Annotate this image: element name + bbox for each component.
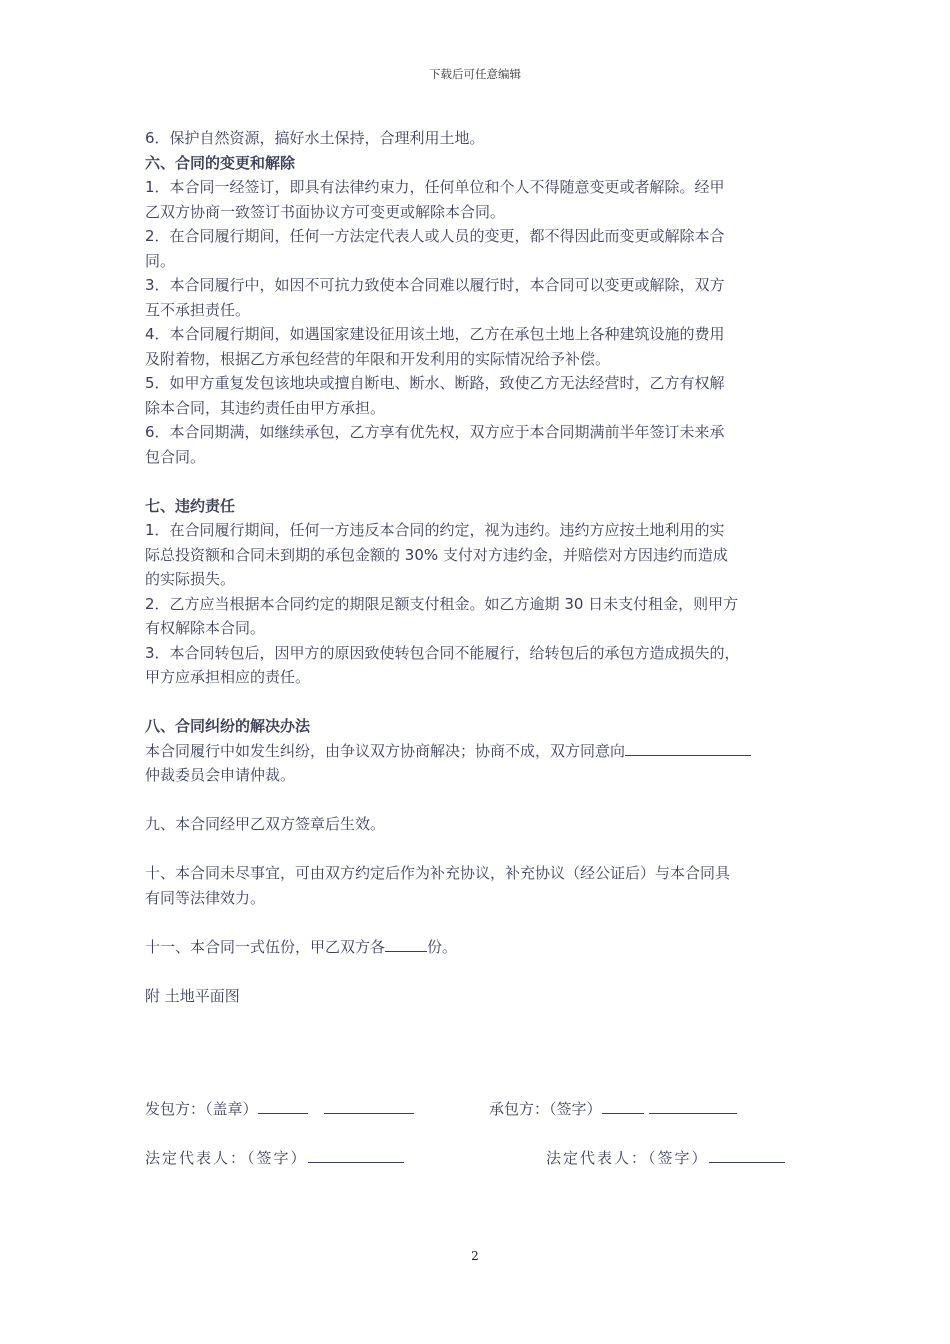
clause-6-2-cont: 同。	[145, 251, 176, 270]
clause-6-3-cont: 互不承担责任。	[145, 300, 251, 319]
party-b-signature	[489, 1097, 737, 1119]
clause-7-2-cont: 有权解除本合同。	[145, 619, 266, 637]
section-8-heading: 八、合同纠纷的解决办法	[145, 717, 311, 735]
rep-b-blank[interactable]	[709, 1146, 785, 1163]
clause-6-6: 6．本合同期满，如继续承包，乙方享有优先权，双方应于本合同期满前半年签订未来承	[145, 423, 725, 441]
party-b-label: 承包方：（签字）	[489, 1100, 602, 1118]
section-6-heading: 六、合同的变更和解除	[145, 153, 296, 172]
section-11-suffix: 份。	[427, 937, 458, 956]
party-a-label: 发包方：（盖章）	[145, 1100, 258, 1118]
section-10-cont: 有同等法律效力。	[145, 888, 266, 907]
party-b-blank-2[interactable]	[649, 1097, 737, 1114]
clause-7-2: 2．乙方应当根据本合同约定的期限足额支付租金。如乙方逾期 30 日未支付租金，则甲方	[145, 594, 739, 613]
section-10: 十、本合同未尽事宜，可由双方约定后作为补充协议，补充协议（经公证后）与本合同具	[145, 864, 731, 882]
party-a-signature	[145, 1097, 414, 1119]
party-b-blank-1[interactable]	[602, 1097, 644, 1114]
clause-7-3: 3．本合同转包后，因甲方的原因致使转包合同不能履行，给转包后的承包方造成损失的，	[145, 643, 740, 662]
clause-6-6-cont: 包合同。	[145, 447, 206, 466]
clause-7-3-cont: 甲方应承担相应的责任。	[145, 668, 311, 686]
section-11-text: 十一、本合同一式伍份，甲乙双方各	[145, 937, 386, 956]
rep-b-signature	[546, 1146, 785, 1168]
clause-7-1-cont: 际总投资额和合同未到期的承包金额的 30% 支付对方违约金，并赔偿对方因违约而造成	[145, 545, 728, 564]
clause-5-6: 6．保护自然资源，搞好水土保持，合理利用土地。	[145, 129, 485, 147]
page-number: 2	[471, 1249, 479, 1263]
clause-8-cont: 仲裁委员会申请仲裁。	[145, 766, 296, 784]
clause-6-1-cont: 乙双方协商一致签订书面协议方可变更或解除本合同。	[145, 202, 506, 221]
clause-7-1: 1．在合同履行期间，任何一方违反本合同的约定，视为违约。违约方应按土地利用的实	[145, 521, 725, 539]
contract-body	[145, 126, 815, 1008]
clause-7-1-cont2: 的实际损失。	[145, 570, 236, 588]
section-9: 九、本合同经甲乙双方签章后生效。	[145, 815, 386, 833]
clause-6-5-cont: 除本合同，其违约责任由甲方承担。	[145, 398, 386, 417]
rep-a-label: 法定代表人：（签字）	[145, 1149, 308, 1167]
rep-a-signature	[145, 1146, 404, 1168]
clause-6-4: 4．本合同履行期间，如遇国家建设征用该土地，乙方在承包土地上各种建筑设施的费用	[145, 325, 725, 343]
rep-b-label: 法定代表人：（签字）	[546, 1149, 709, 1167]
page-header: 下载后可任意编辑	[429, 67, 521, 81]
clause-6-5: 5．如甲方重复发包该地块或擅自断电、断水、断路，致使乙方无法经营时，乙方有权解	[145, 374, 725, 392]
attachment-note: 附 土地平面图	[145, 986, 240, 1005]
clause-6-2: 2．在合同履行期间，任何一方法定代表人或人员的变更，都不得因此而变更或解除本合	[145, 227, 725, 245]
copies-blank[interactable]	[385, 935, 427, 952]
rep-a-blank[interactable]	[308, 1146, 404, 1163]
section-11	[145, 935, 815, 960]
clause-6-3: 3．本合同履行中，如因不可抗力致使本合同难以履行时，本合同可以变更或解除，双方	[145, 276, 725, 294]
party-a-blank-1[interactable]	[258, 1097, 308, 1114]
section-7-heading: 七、违约责任	[145, 496, 236, 515]
clause-6-1: 1．本合同一经签订，即具有法律约束力，任何单位和个人不得随意变更或者解除。经甲	[145, 178, 725, 196]
arbitration-blank[interactable]	[625, 739, 751, 756]
clause-6-4-cont: 及附着物，根据乙方承包经营的年限和开发利用的实际情况给予补偿。	[145, 349, 611, 368]
clause-8-text: 本合同履行中如发生纠纷，由争议双方协商解决；协商不成，双方同意向	[145, 741, 626, 760]
party-a-blank-2[interactable]	[324, 1097, 414, 1114]
clause-8	[145, 739, 815, 764]
